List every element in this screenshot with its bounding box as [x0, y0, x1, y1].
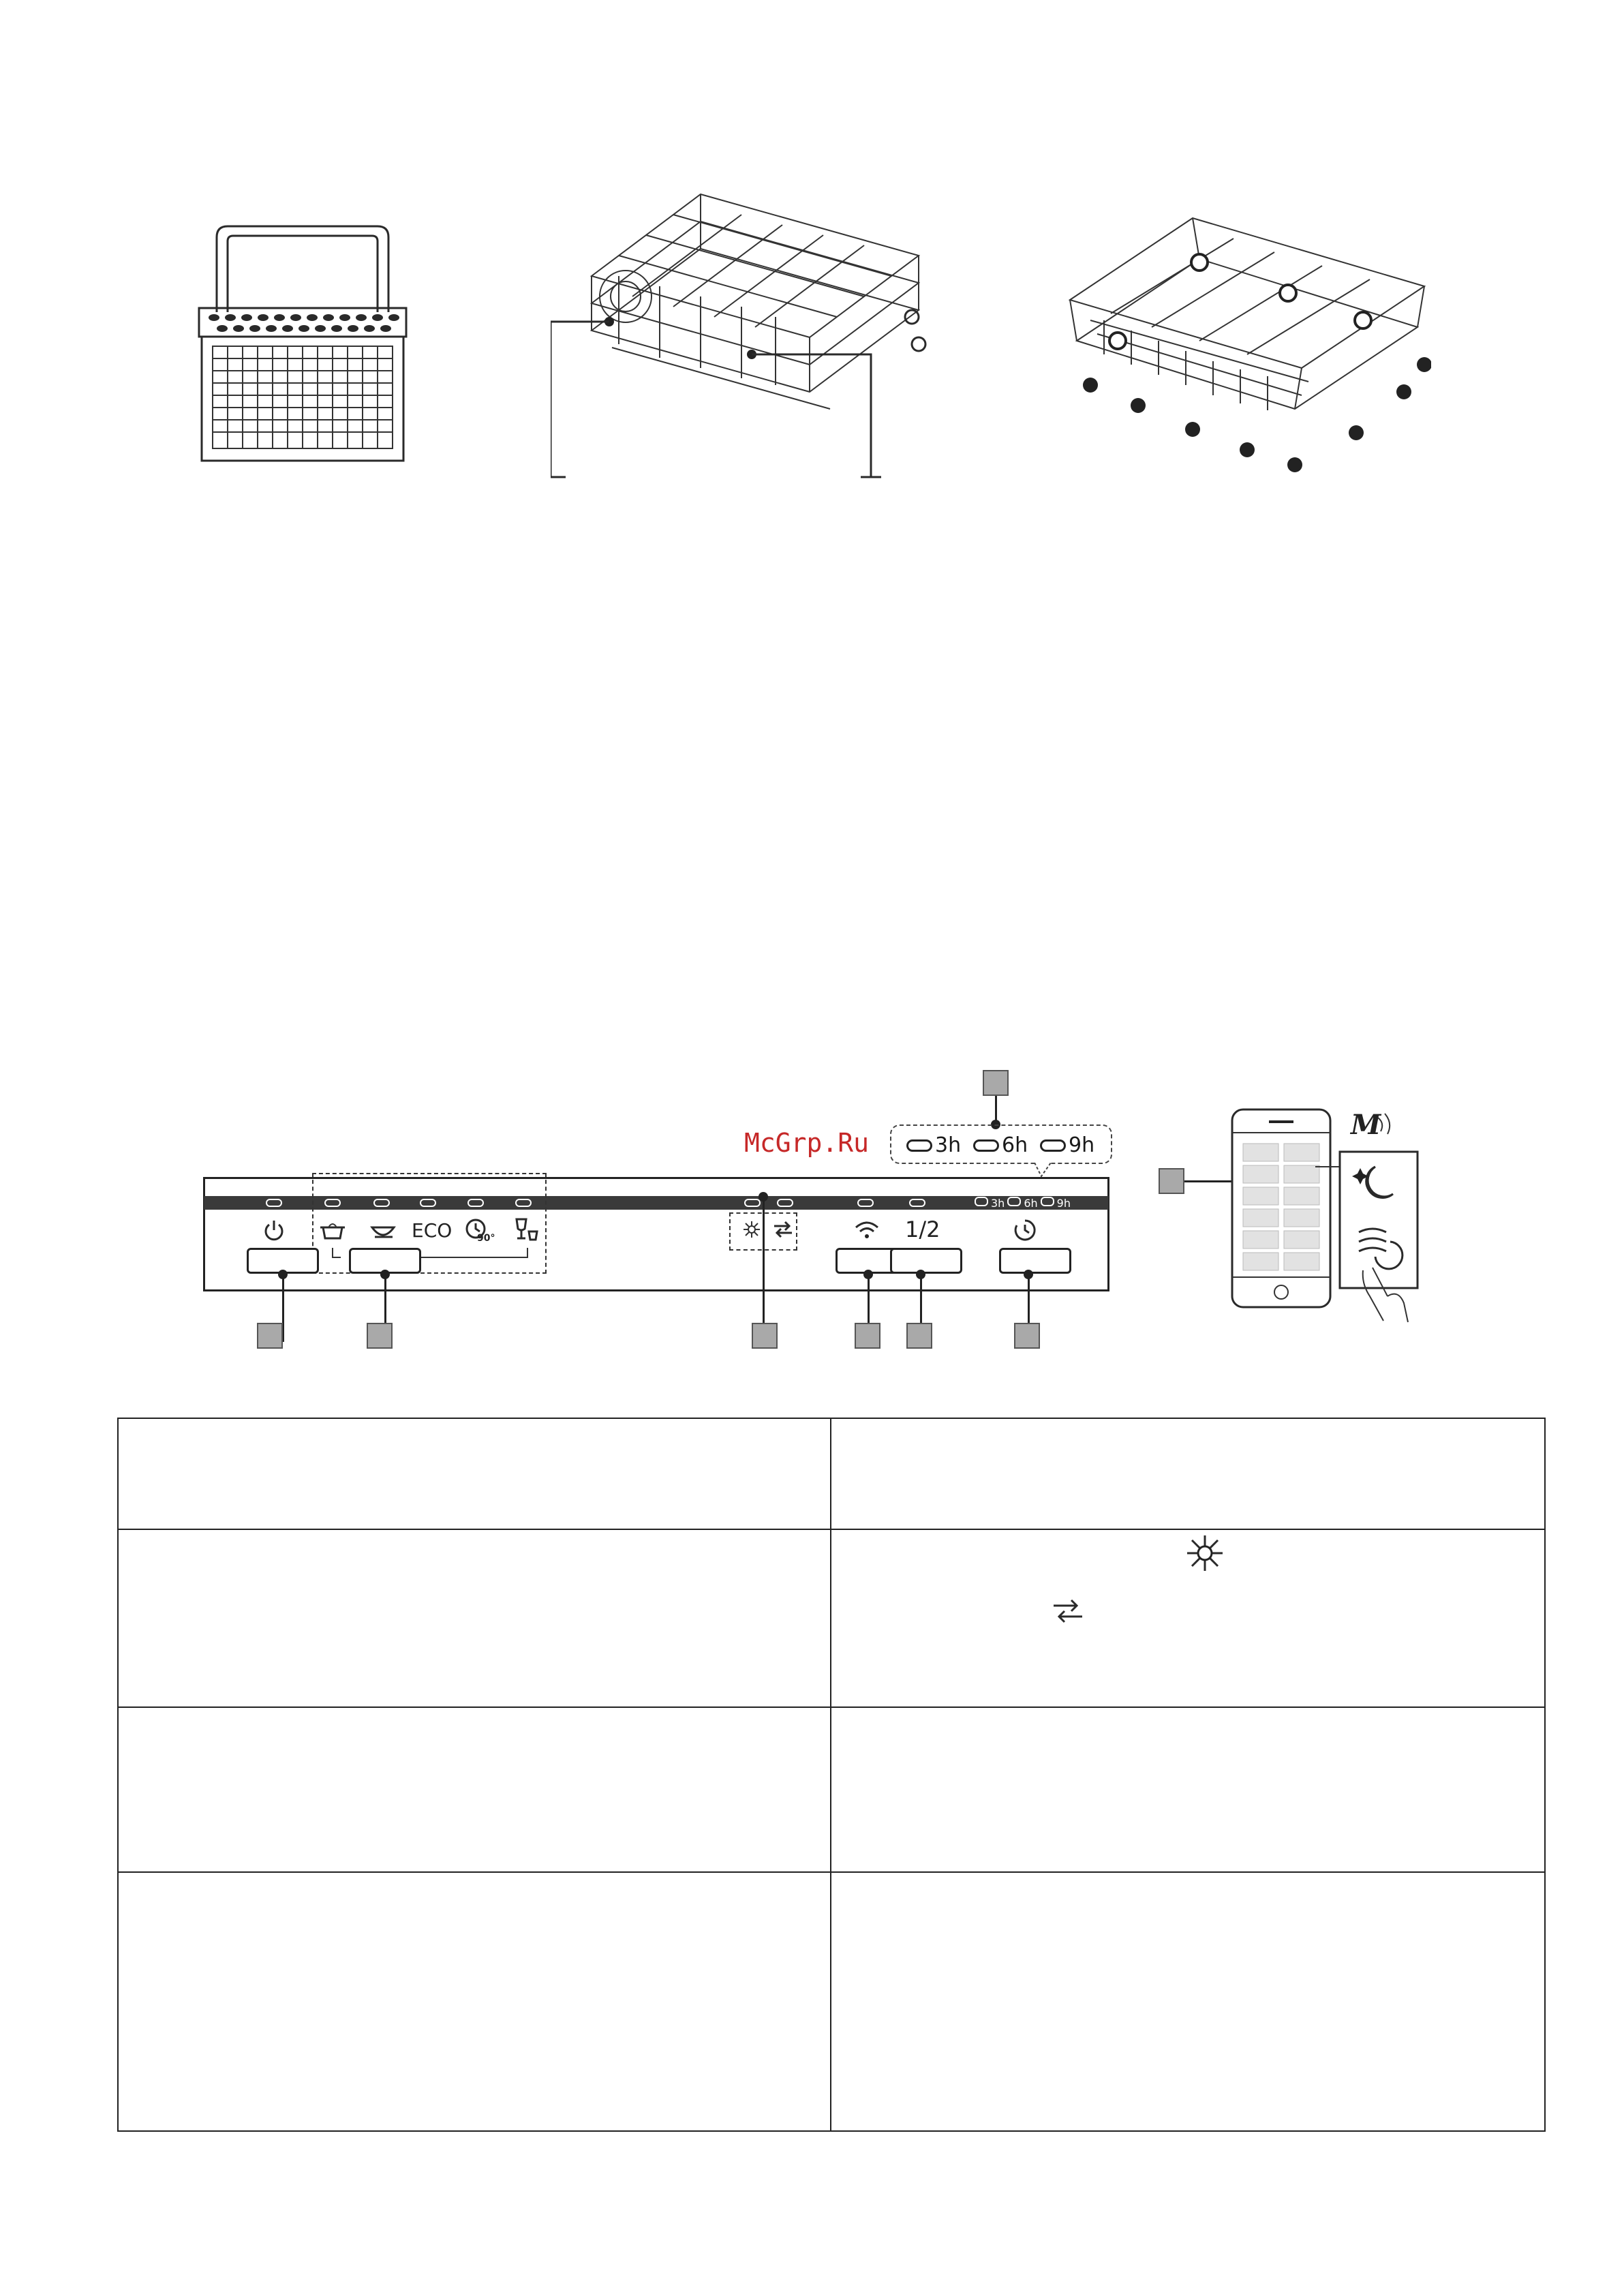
timer-option-9h: 9h — [1040, 1133, 1094, 1157]
table-border-left — [117, 1418, 119, 2132]
cutlery-basket-illustration — [196, 224, 409, 463]
half-load-button[interactable] — [890, 1248, 962, 1274]
table-row-divider — [117, 1706, 831, 1708]
callout-stem — [763, 1196, 765, 1342]
pot-intensive-icon — [319, 1218, 346, 1242]
callout-marker-timer — [983, 1070, 1009, 1096]
callout-marker-wifi — [855, 1323, 880, 1349]
lower-rack-illustration — [1063, 211, 1431, 484]
temp-label: 90° — [477, 1233, 495, 1244]
table-row-divider — [117, 1529, 831, 1530]
delay-timer-icon — [1013, 1218, 1037, 1242]
power-led — [266, 1199, 282, 1207]
timer-option-3h: 3h — [906, 1133, 961, 1157]
callout-marker-timer — [1014, 1323, 1040, 1349]
table-border-right — [1544, 1418, 1546, 2132]
half-load-label: 1/2 — [905, 1216, 940, 1242]
table-row-divider — [831, 1706, 1546, 1708]
callout-marker-power — [257, 1323, 283, 1349]
mini-timer-leds: 3h 6h 9h — [975, 1197, 1071, 1210]
wifi-led — [857, 1199, 874, 1207]
svg-text:M: M — [1351, 1109, 1381, 1141]
timer-option-6h: 6h — [973, 1133, 1028, 1157]
eco-label: ECO — [412, 1219, 453, 1242]
salt-refill-icon — [771, 1219, 795, 1240]
table-row-divider — [831, 1529, 1546, 1530]
table-row-divider — [117, 1871, 1546, 1873]
rinse-aid-led — [744, 1199, 761, 1207]
rinse-aid-icon — [741, 1219, 762, 1240]
callout-marker-rinse-salt — [752, 1323, 778, 1349]
callout-marker-program — [367, 1323, 393, 1349]
upper-rack-illustration — [551, 187, 939, 487]
table-border-top — [117, 1418, 1546, 1419]
smartphone-app-illustration — [1227, 1105, 1458, 1330]
glass-delicate-icon — [512, 1216, 540, 1244]
description-table — [117, 1418, 1546, 2132]
table-border-bottom — [117, 2130, 1546, 2132]
power-icon — [262, 1218, 286, 1242]
control-panel — [203, 1177, 1109, 1291]
callout-marker-app — [1159, 1168, 1184, 1194]
callout-leader — [1184, 1180, 1232, 1182]
rinse-aid-icon — [1184, 1533, 1225, 1574]
salt-led — [777, 1199, 793, 1207]
delay-timer-button[interactable] — [999, 1248, 1071, 1274]
delay-timer-bubble — [890, 1124, 1112, 1164]
salt-refill-icon — [1050, 1596, 1086, 1626]
wifi-icon — [853, 1219, 880, 1240]
auto-bowl-icon — [369, 1219, 397, 1241]
table-column-divider — [830, 1418, 831, 2132]
half-load-led — [909, 1199, 925, 1207]
watermark-text: McGrp.Ru — [744, 1128, 870, 1158]
callout-marker-half-load — [906, 1323, 932, 1349]
